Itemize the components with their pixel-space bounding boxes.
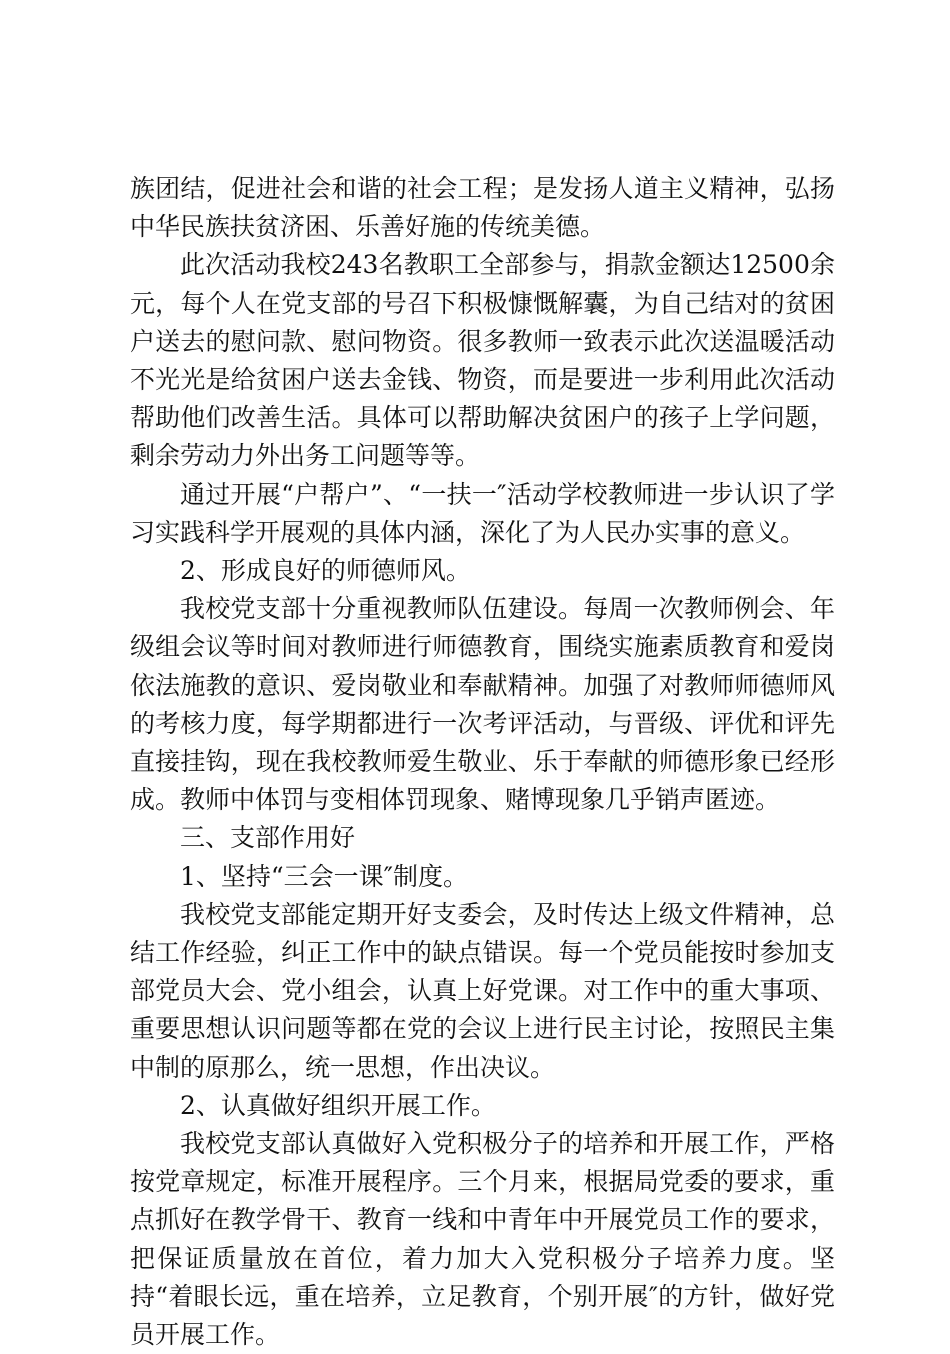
heading-three-meetings: 1、坚持“三会一课″制度。	[180, 861, 469, 891]
heading-teacher-ethics: 2、形成良好的师德师风。	[180, 556, 471, 586]
paragraph-donation-activity: 此次活动我校243名教职工全部参与，捐款金额达12500余元，每个人在党支部的号召下积极慷慨解囊，为自己结对的贫困户送去的慰问款、慰问物资。很多教师一致表示此次送温暖活动不光光是给贫困户送去金钱、物资，而是要进一步利用此次活动帮助他们改善生活。具体可以帮助解决贫困户的孩子上学问题，剩余劳动力外出务工问题等等。	[130, 250, 835, 471]
paragraph-teacher-ethics: 我校党支部十分重视教师队伍建设。每周一次教师例会、年级组会议等时间对教师进行师德教育，围绕实施素质教育和爱岗依法施教的意识、爱岗敬业和奉献精神。加强了对教师师德师风的考核力度，每学期都进行一次考评活动，与晋级、评优和评先直接挂钩，现在我校教师爱生敬业、乐于奉献的师德形象已经形成。教师中体罚与变相体罚现象、赌博现象几乎销声匿迹。	[130, 594, 835, 815]
document-page	[130, 170, 835, 1354]
paragraph-organization-work: 我校党支部认真做好入党积极分子的培养和开展工作，严格按党章规定，标准开展程序。三个月来，根据局党委的要求，重点抓好在教学骨干、教育一线和中青年中开展党员工作的要求，把保证质量放在首位，着力加大入党积极分子培养力度。坚持“着眼长远，重在培养，立足教育，个别开展″的方针，做好党员开展工作。	[130, 1129, 835, 1350]
heading-organization-work: 2、认真做好组织开展工作。	[180, 1090, 496, 1120]
paragraph-national-unity: 族团结，促进社会和谐的社会工程；是发扬人道主义精神，弘扬中华民族扶贫济困、乐善好施的传统美德。	[130, 174, 835, 242]
paragraph-pairing-activity: 通过开展“户帮户”、“一扶一″活动学校教师进一步认识了学习实践科学开展观的具体内涵，深化了为人民办实事的意义。	[130, 479, 835, 547]
heading-branch-role: 三、支部作用好	[180, 823, 356, 853]
paragraph-three-meetings: 我校党支部能定期开好支委会，及时传达上级文件精神，总结工作经验，纠正工作中的缺点错误。每一个党员能按时参加支部党员大会、党小组会，认真上好党课。对工作中的重大事项、重要思想认识问题等都在党的会议上进行民主讨论，按照民主集中制的原那么，统一思想，作出决议。	[130, 899, 835, 1082]
